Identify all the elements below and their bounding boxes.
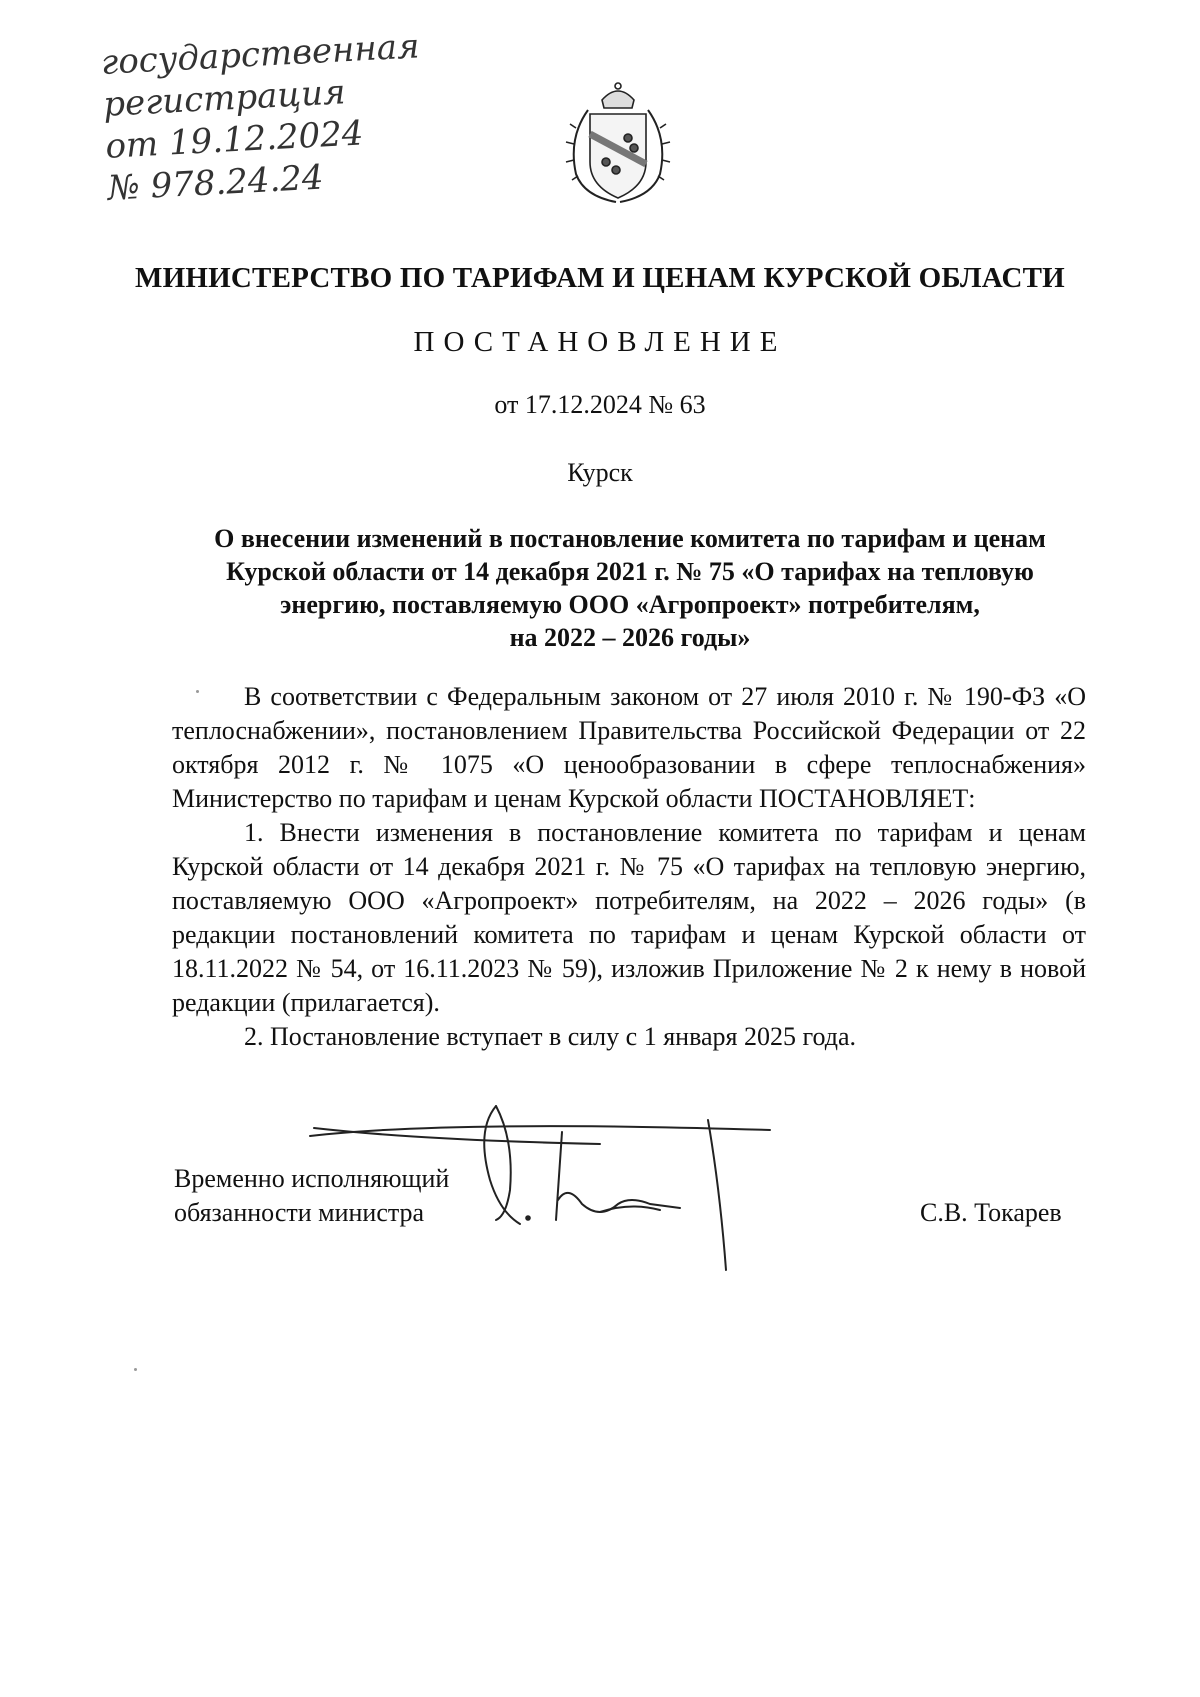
coat-of-arms-icon [558,78,678,208]
registration-note-line: от 19.12.2024 [104,113,365,167]
scan-speck [196,690,199,693]
registration-note-line: № 978.24.24 [106,157,325,209]
document-body [172,680,1086,1054]
title-line: энергию, поставляемую ООО «Агропроект» потребителям, [280,590,980,619]
signatory-name: С.В. Токарев [920,1198,1062,1227]
preamble-paragraph: В соответствии с Федеральным законом от 27 июля 2010 г. № 190-ФЗ «О теплоснабжении», постановлением Правительства Российской Федерации от 22 октября 2012 г. № 1075 «О ценообразовании в сфере теплоснабжения» Министерство по тарифам и ценам Курской области ПОСТАНОВЛЯЕТ: [172,682,1086,813]
signatory-position-line: обязанности министра [174,1198,425,1227]
scan-speck [134,1368,137,1371]
document-title [170,522,1090,654]
title-line: на 2022 – 2026 годы» [509,623,751,652]
registration-note-line: регистрация [102,72,347,125]
document-city: Курск [567,458,633,487]
title-line: Курской области от 14 декабря 2021 г. № 75 «О тарифах на тепловую [226,557,1034,586]
signatory-position-line: Временно исполняющий [174,1164,450,1193]
document-type: ПОСТАНОВЛЕНИЕ [413,326,787,358]
ministry-name: МИНИСТЕРСТВО ПО ТАРИФАМ И ЦЕНАМ КУРСКОЙ ОБЛАСТИ [135,262,1065,294]
registration-handwritten-note [100,25,438,210]
handwritten-signature [300,1100,780,1290]
item-2-paragraph: 2. Постановление вступает в силу с 1 января 2025 года. [244,1022,857,1051]
registration-note-line: государственная [100,26,421,83]
title-line: О внесении изменений в постановление комитета по тарифам и ценам [214,524,1046,553]
item-1-paragraph: 1. Внести изменения в постановление комитета по тарифам и ценам Курской области от 14 декабря 2021 г. № 75 «О тарифах на тепловую энергию, поставляемую ООО «Агропроект» потребителям, на 2022 – 2026 годы» (в редакции постановлений комитета по тарифам и ценам Курской области от 18.11.2022 № 54, от 16.11.2023 № 59), изложив Приложение № 2 к нему в новой редакции (прилагается). [172,818,1086,1017]
document-date-number: от 17.12.2024 № 63 [494,390,706,419]
